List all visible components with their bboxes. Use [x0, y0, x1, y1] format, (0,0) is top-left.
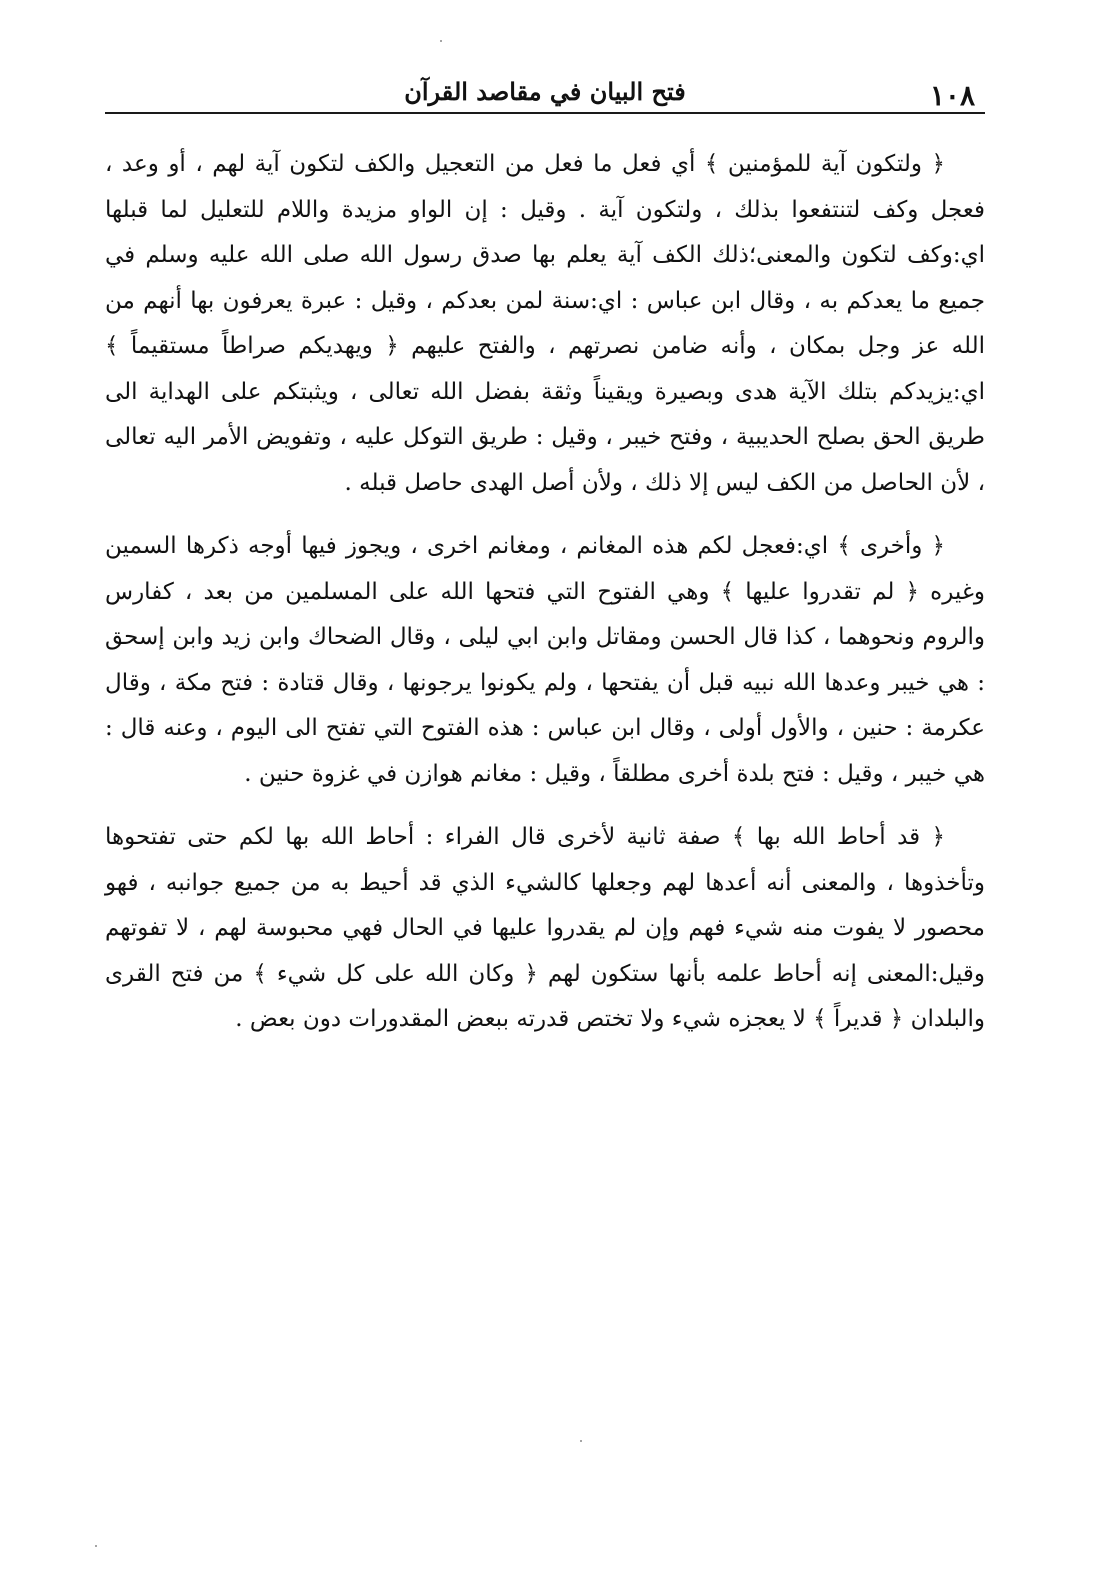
scan-speck: [95, 1545, 97, 1547]
paragraph-2: ﴿ وأخرى ﴾ اي:فعجل لكم هذه المغانم ، ومغانم اخرى ، ويجوز فيها أوجه ذكرها السمين وغيره ﴿ لم تقدروا عليها ﴾ وهي الفتوح التي فتحها الله على المسلمين من بعد ، كفارس والروم ونحوهما ، كذا قال الحسن ومقاتل وابن ابي ليلى ، وقال الضحاك وابن زيد وابن إسحق : هي خيبر وعدها الله نبيه قبل أن يفتحها ، ولم يكونوا يرجونها ، وقال قتادة : فتح مكة ، وقال عكرمة : حنين ، والأول أولى ، وقال ابن عباس : هذه الفتوح التي تفتح الى اليوم ، وعنه قال : هي خيبر ، وقيل : فتح بلدة أخرى مطلقاً ، وقيل : مغانم هوازن في غزوة حنين .: [105, 533, 985, 787]
paragraph-3: ﴿ قد أحاط الله بها ﴾ صفة ثانية لأخرى قال الفراء : أحاط الله بها لكم حتى تفتحوها وتأخذوها ، والمعنى أنه أعدها لهم وجعلها كالشيء الذي قد أحيط به من جميع جوانبه ، فهو محصور لا يفوت منه شيء فهم وإن لم يقدروا عليها في الحال فهي محبوسة لهم ، لا تفوتهم وقيل:المعنى إنه أحاط علمه بأنها ستكون لهم ﴿ وكان الله على كل شيء ﴾ من فتح القرى والبلدان ﴿ قديراً ﴾ لا يعجزه شيء ولا تختص قدرته ببعض المقدورات دون بعض .: [105, 824, 985, 1032]
scan-speck: [440, 40, 442, 42]
running-header: [105, 60, 985, 114]
page-number: ١٠٨: [929, 79, 975, 112]
book-page: [105, 60, 985, 1061]
paragraph-1: ﴿ ولتكون آية للمؤمنين ﴾ أي فعل ما فعل من التعجيل والكف لتكون آية لهم ، أو وعد ، فعجل وكف لتنتفعوا بذلك ، ولتكون آية . وقيل : إن الواو مزيدة واللام للتعليل لما قبلها اي:وكف لتكون والمعنى؛ذلك الكف آية يعلم بها صدق رسول الله صلى الله عليه وسلم في جميع ما يعدكم به ، وقال ابن عباس : اي:سنة لمن بعدكم ، وقيل : عبرة يعرفون بها أنهم من الله عز وجل بمكان ، وأنه ضامن نصرتهم ، والفتح عليهم ﴿ ويهديكم صراطاً مستقيماً ﴾ اي:يزيدكم بتلك الآية هدى وبصيرة ويقيناً وثقة بفضل الله تعالى ، ويثبتكم على الهداية الى طريق الحق بصلح الحديبية ، وفتح خيبر ، وقيل : طريق التوكل عليه ، وتفويض الأمر اليه تعالى ، لأن الحاصل من الكف ليس إلا ذلك ، ولأن أصل الهدى حاصل قبله .: [105, 151, 985, 496]
body-text: [105, 142, 985, 1043]
scan-speck: [580, 1440, 582, 1442]
book-title: فتح البيان في مقاصد القرآن: [404, 77, 686, 106]
